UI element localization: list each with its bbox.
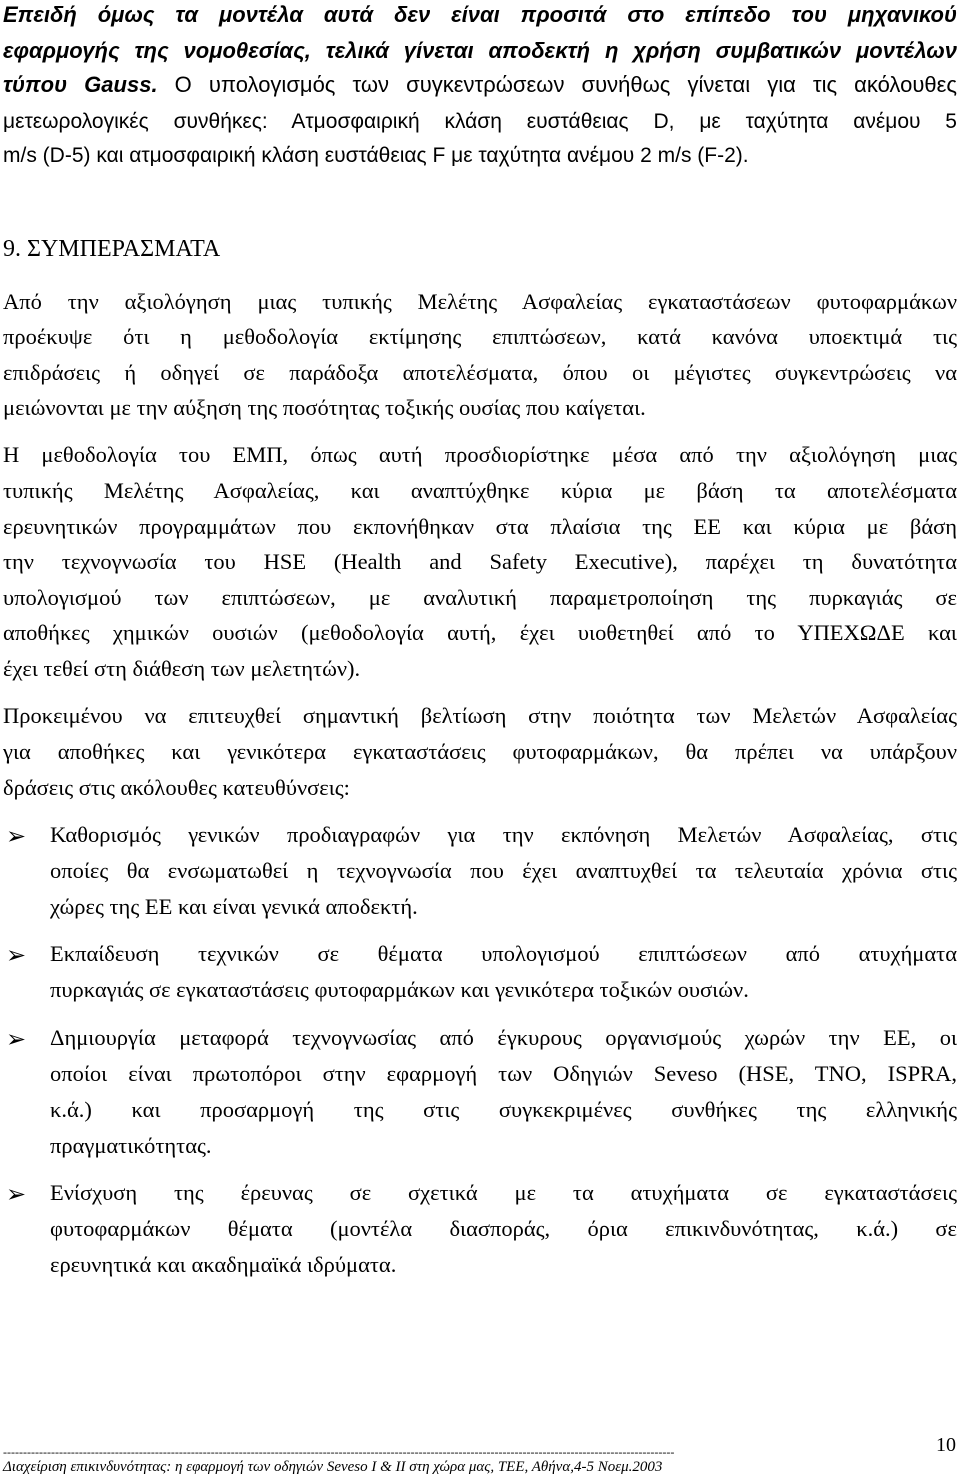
intro-line-3-rest: Ο υπολογισμός των συγκεντρώσεων συνήθως γίνεται για τις ακόλουθες [157, 72, 958, 97]
intro-line-4: μετεωρολογικές συνθήκες: Ατμοσφαιρική κλάση ευστάθειας D, με ταχύτητα ανέμου 5 [3, 110, 957, 133]
arrow-bullet-icon: ➢ [6, 824, 27, 850]
para2-line: τυπικής Μελέτης Ασφαλείας, και αναπτύχθηκε κύρια με βάση τα αποτελέσματα [3, 478, 957, 503]
intro-line-2: εφαρμογής της νομοθεσίας, τελικά γίνεται αποδεκτή η χρήση συμβατικών μοντέλων [3, 38, 957, 63]
bullet-1-line: χώρες της ΕΕ και είναι γενικά αποδεκτή. [50, 894, 418, 919]
bullet-4-line: φυτοφαρμάκων θέματα (μοντέλα διασποράς, όρια επικινδυνότητας, κ.ά.) σε [50, 1216, 957, 1241]
para2-line: την τεχνογνωσία του HSE (Health and Safety Executive), παρέχει τη δυνατότητα [3, 549, 957, 574]
para3-line: Προκειμένου να επιτευχθεί σημαντική βελτίωση στην ποιότητα των Μελετών Ασφαλείας [3, 703, 957, 728]
para1-line: μειώνονται με την αύξηση της ποσότητας τοξικής ουσίας που καίγεται. [3, 395, 646, 420]
bullet-3-line: πραγματικότητας. [50, 1133, 212, 1158]
para2-line: αποθήκες χημικών ουσιών (μεθοδολογία αυτή, έχει υιοθετηθεί από το ΥΠΕΧΩΔΕ και [3, 620, 957, 645]
para2-line: υπολογισμού των επιπτώσεων, με αναλυτική παραμετροποίηση της πυρκαγιάς σε [3, 585, 957, 610]
para3-line: δράσεις στις ακόλουθες κατευθύνσεις: [3, 775, 350, 800]
bullet-2-line: Εκπαίδευση τεχνικών σε θέματα υπολογισμού επιπτώσεων από ατυχήματα [50, 941, 957, 966]
para1-line: επιδράσεις ή οδηγεί σε παράδοξα αποτελέσματα, όπου οι μέγιστες συγκεντρώσεις να [3, 360, 957, 385]
bullet-2-line: πυρκαγιάς σε εγκαταστάσεις φυτοφαρμάκων και γενικότερα τοξικών ουσιών. [50, 977, 749, 1002]
section-heading: 9. ΣΥΜΠΕΡΑΣΜΑΤΑ [3, 236, 221, 262]
para2-line: ερευνητικών προγραμμάτων που εκπονήθηκαν στα πλαίσια της ΕΕ και κύρια με βάση [3, 514, 957, 539]
bullet-3-line: κ.ά.) και προσαρμογή της στις συγκεκριμένες συνθήκες της ελληνικής [50, 1097, 957, 1122]
bullet-1-line: Καθορισμός γενικών προδιαγραφών για την εκπόνηση Μελετών Ασφαλείας, στις [50, 822, 957, 847]
para2-line: έχει τεθεί στη διάθεση των μελετητών). [3, 656, 361, 681]
intro-line-1: Επειδή όμως τα μοντέλα αυτά δεν είναι προσιτά στο επίπεδο του μηχανικού [3, 2, 957, 27]
footer-citation: Διαχείριση επικινδυνότητας: η εφαρμογή των οδηγιών Seveso I & II στη χώρα μας, ΤΕΕ, Αθήνα,4-5 Νοεμ.2003 [3, 1459, 663, 1475]
intro-gauss: τύπου Gauss. [3, 72, 158, 97]
bullet-4-line: ερευνητικά και ακαδημαϊκά ιδρύματα. [50, 1252, 397, 1277]
bullet-3-line: οποίοι είναι πρωτοπόροι στην εφαρμογή των Οδηγιών Seveso (HSE, TNO, ISPRA, [50, 1061, 957, 1086]
arrow-bullet-icon: ➢ [6, 1182, 27, 1208]
bullet-1-line: οποίες θα ενσωματωθεί η τεχνογνωσία που έχει αναπτυχθεί τα τελευταία χρόνια στις [50, 858, 957, 883]
bullet-4-line: Ενίσχυση της έρευνας σε σχετικά με τα ατυχήματα σε εγκαταστάσεις [50, 1180, 957, 1205]
arrow-bullet-icon: ➢ [6, 1027, 27, 1053]
bullet-3-line: Δημιουργία μεταφορά τεχνογνωσίας από έγκυρους οργανισμούς χωρών την ΕΕ, οι [50, 1025, 957, 1050]
para1-line: Από την αξιολόγηση μιας τυπικής Μελέτης Ασφαλείας εγκαταστάσεων φυτοφαρμάκων [3, 289, 957, 314]
para2-line: Η μεθοδολογία του ΕΜΠ, όπως αυτή προσδιορίστηκε μέσα από την αξιολόγηση μιας [3, 442, 957, 467]
para3-line: για αποθήκες και γενικότερα εγκαταστάσεις φυτοφαρμάκων, θα πρέπει να υπάρξουν [3, 739, 957, 764]
arrow-bullet-icon: ➢ [6, 943, 27, 969]
footer-rule: ------------------------------------------------------------------------------------------------------------------------------------------------------------------------ [3, 1445, 675, 1459]
page-number: 10 [936, 1434, 956, 1456]
intro-line-3 [3, 72, 957, 98]
para1-line: προέκυψε ότι η μεθοδολογία εκτίμησης επιπτώσεων, κατά κανόνα υποεκτιμά τις [3, 324, 957, 349]
intro-line-5: m/s (D-5) και ατμοσφαιρική κλάση ευστάθειας F με ταχύτητα ανέμου 2 m/s (F-2). [3, 144, 749, 167]
